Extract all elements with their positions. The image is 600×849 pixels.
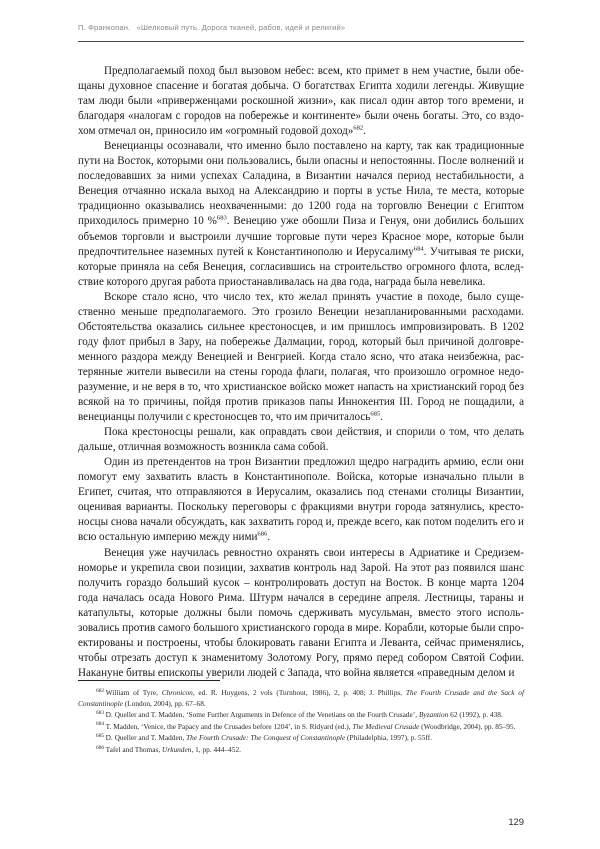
- footnote-text: , ed. R. Huygens, 2 vols (Turnhout, 1986), 2, p. 408; J. Phillips,: [192, 688, 406, 697]
- paragraph-text: Венеция уже научилась ревностно охранять свои интересы в Адриатике и Средиземноморье и укрепила свои позиции, захватив контроль над Зарой. На этот раз появился шанс получить гораздо больший кусок – контролировать доступ на Восток. В конце марта 1204 года началась осада Нового Рима. Штурм начался в середине апреля. Лестницы, тараны и катапульты, которые должны были помочь сдерживать мусульман, вместо этого использовались против самого большого христианского города в мире. Корабли, которые были спроектированы и построены, чтобы блокировать гавани Египта и Леванта, сейчас применялись, чтобы отрезать доступ к знаменитому Золотому Рогу, прямо перед собором Святой Софии. Накануне битвы епископы уверили людей с Запада, что война является «праведным делом и: [78, 546, 524, 679]
- footnote-text: (London, 2004), pp. 67–68.: [122, 698, 206, 708]
- footnote-number[interactable]: 685: [96, 732, 105, 739]
- footnote-title-italic: The Fourth Crusade: The Conquest of Constantinople: [186, 733, 346, 743]
- paragraph-text: Предполагаемый поход был вызовом небес: всем, кто примет в нем участие, были обещаны духовное спасение и богатая добыча. О богатствах Египта ходили легенды. Живущие там люди были «приверженцами роскошной жизни», как писал один автор того времени, и благодаря «налогам с городов на побережье и континенте» были очень богаты. Это, со вздохом отмечал он, приносило им «огромный годовой доход»: [78, 65, 524, 138]
- paragraph: [78, 64, 524, 139]
- paragraph-tail: .: [267, 531, 271, 544]
- body-text-column: [78, 64, 524, 681]
- footnote-number[interactable]: 682: [96, 687, 105, 694]
- paragraph-tail: .: [363, 125, 366, 138]
- footnote-title-italic: The Medieval Crusade: [352, 721, 420, 731]
- running-header-title: «Шелковый путь. Дорога тканей, рабов, идей и религий»: [136, 23, 346, 32]
- footnote-text: Tafel and Thomas,: [105, 744, 163, 754]
- footnote-text: D. Queller and T. Madden, ‘Some Further Arguments in Defence of the Venetians on the Fourth Crusade’,: [105, 710, 419, 720]
- footnote-text: , 1, pp. 444–452.: [191, 744, 241, 754]
- paragraph-text: Вскоре стало ясно, что число тех, кто желал принять участие в походе, было существенно меньше предполагаемого. Это грозило Венеции незапланированными расходами. Обстоятельства оказались сильнее крестоносцев, и им пришлось импровизировать. В 1202 году флот прибыл в Зару, на побережье Далмации, город, который был причиной долговременного раздора между Венецией и Венгрией. Когда стало ясно, что атака неизбежна, растерянные жители вывесили на стены города флаги, полагая, что произошло огромное недоразумение, и не веря в то, что христианское войско может напасть на христианский город без всякой на то причины, пойдя против приказов папы Иннокентия III. Город не пощадили, а венецианцы получили с крестоносцев то, что им причиталось: [78, 290, 524, 424]
- footnote-text: (Philadelphia, 1997), p. 55ff.: [345, 733, 432, 743]
- footnote-text: T. Madden, ‘Venice, the Papacy and the Crusades before 1204’, in S. Ridyard (ed.),: [105, 721, 353, 731]
- paragraph: [78, 546, 524, 681]
- footnote-number[interactable]: 684: [96, 721, 105, 728]
- footnote-title-italic: Chronicon: [161, 688, 193, 697]
- running-header: [78, 24, 524, 32]
- paragraph: [78, 290, 524, 425]
- paragraph-tail: .: [380, 411, 383, 424]
- footnote-list: [78, 688, 524, 757]
- footnote-title-italic: Byzantion: [418, 710, 449, 720]
- footnote-reference[interactable]: 685: [370, 410, 381, 418]
- footnote-title-italic: Urkunden: [162, 744, 192, 754]
- footnote-text: 62 (1992), p. 438.: [448, 710, 503, 720]
- footnote-number[interactable]: 683: [96, 709, 105, 716]
- footnote-title-italic: The Fourth Crusade and the Sack of Constantinople: [78, 688, 525, 708]
- paragraph-text: Один из претендентов на трон Византии предложил щедро наградить армию, если они помогут ему захватить власть в Константинополе. Войска, которые изначально плыли в Египет, считая, что отправляются в Иерусалим, оказались под стенами столицы Византии, оценивая варианты. Поскольку переговоры с фракциями внутри города затянулись, крестоносцы снова начали обсуждать, как захватить город и, прежде всего, как потом поделить его и всю остальную империю между ними: [78, 456, 524, 544]
- paragraph-text: Венецианцы осознавали, что именно было поставлено на карту, так как традиционные пути на Восток, которыми они пользовались, были опасны и непостоянны. После волнений и последовавших за ними успехах Саладина, в Византии начался период нестабильности, а Венеция отчаянно искала выход на Александрию и порты в устье Нила, те места, которые традиционно оказывались неохваченными: до 1200 года на торговлю Венеции с Египтом приходилось примерно 10 %: [78, 140, 524, 228]
- paragraph-tail-2: . Учитывая те риски, которые приняла на себя Венеция, согласившись на строительство огромного флота, вследствие которого другая работа приостанавливалась на два года, награда была невелика.: [78, 245, 524, 288]
- footnote-item: [78, 710, 524, 721]
- footnote-text: (Woodbridge, 2004), pp. 85–95.: [419, 721, 516, 731]
- paragraph: [78, 455, 524, 545]
- paragraph: [78, 425, 524, 455]
- footnote-item: [78, 733, 524, 744]
- footnote-text: William of Tyre,: [105, 688, 162, 697]
- running-header-author: П. Франкопан.: [78, 23, 131, 32]
- footnote-reference[interactable]: 686: [257, 530, 268, 538]
- footnote-reference[interactable]: 682: [353, 124, 364, 132]
- header-divider-rule: [78, 41, 524, 42]
- footnote-reference[interactable]: 683: [216, 214, 227, 222]
- footnote-text: D. Queller and T. Madden,: [105, 733, 187, 743]
- footnote-number[interactable]: 686: [96, 744, 105, 751]
- footnote-item: [78, 722, 524, 733]
- footnote-item: [78, 745, 524, 756]
- paragraph-text: Пока крестоносцы решали, как оправдать свои действия, и спорили о том, что делать дальше, отличная возможность возникла сама собой.: [78, 426, 524, 454]
- paragraph: [78, 139, 524, 289]
- footnote-separator-rule: [78, 680, 220, 681]
- page-number: 129: [508, 816, 524, 827]
- footnote-item: [78, 688, 524, 709]
- paragraph-tail: . Венецию уже обошли Пиза и Генуя, они добились больших объемов торговли и выстроили лучшие торговые пути через Красное море, которые были предпочтительнее наземных путей к Константинополю и Иерусалиму: [78, 215, 524, 258]
- footnote-reference[interactable]: 684: [413, 244, 424, 252]
